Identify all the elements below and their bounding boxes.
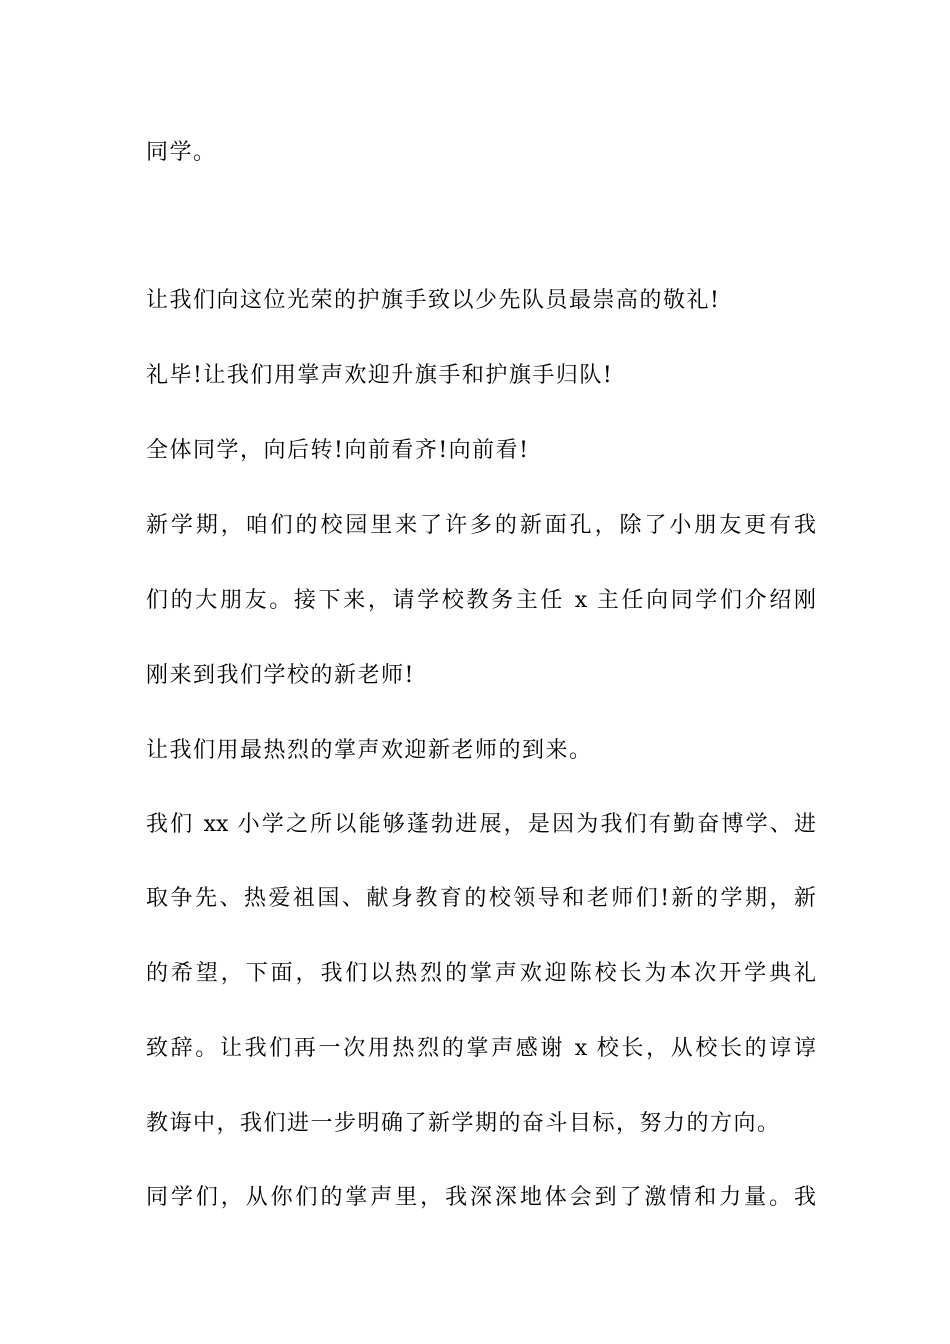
text-line-2: 让我们向这位光荣的护旗手致以少先队员最崇高的敬礼!	[146, 288, 721, 313]
text-line-8: 让我们用最热烈的掌声欢迎新老师的到来。	[146, 738, 593, 763]
text-line-4: 全体同学，向后转!向前看齐!向前看!	[146, 438, 530, 463]
text-line-1: 同学。	[146, 140, 217, 165]
text-line-13: 教诲中，我们进一步明确了新学期的奋斗目标，努力的方向。	[146, 1111, 781, 1136]
text-line-5: 新学期，咱们的校园里来了许多的新面孔，除了小朋友更有我	[146, 513, 816, 538]
text-line-14: 同学们，从你们的掌声里，我深深地体会到了激情和力量。我	[146, 1185, 816, 1210]
text-line-6: 们的大朋友。接下来，请学校教务主任 x 主任向同学们介绍刚	[146, 588, 816, 613]
text-line-3: 礼毕!让我们用掌声欢迎升旗手和护旗手归队!	[146, 363, 614, 388]
text-line-11: 的希望，下面，我们以热烈的掌声欢迎陈校长为本次开学典礼	[146, 961, 816, 986]
text-line-9: 我们 xx 小学之所以能够蓬勃进展，是因为我们有勤奋博学、进	[146, 812, 816, 837]
text-line-12: 致辞。让我们再一次用热烈的掌声感谢 x 校长，从校长的谆谆	[146, 1036, 816, 1061]
text-line-10: 取争先、热爱祖国、献身教育的校领导和老师们!新的学期，新	[146, 886, 816, 911]
text-line-7: 刚来到我们学校的新老师!	[146, 663, 415, 688]
